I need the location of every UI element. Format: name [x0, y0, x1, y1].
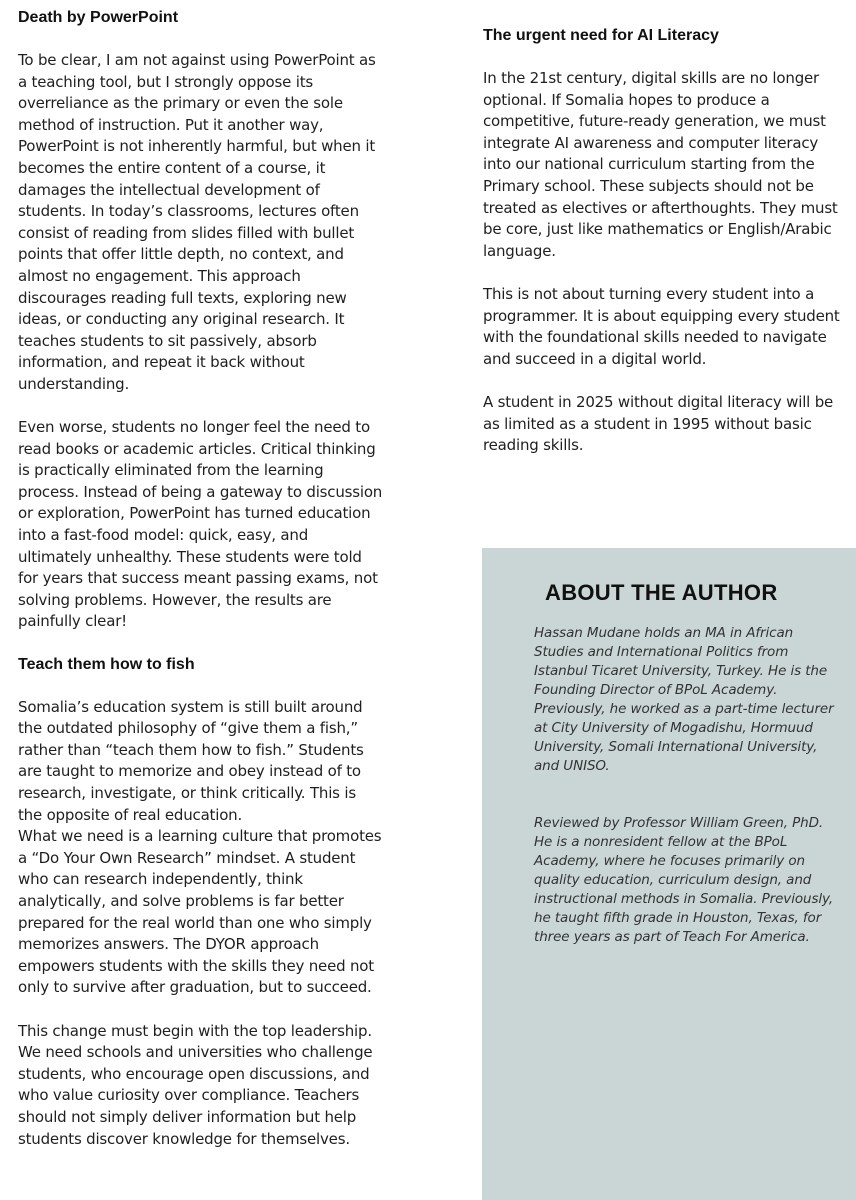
right-column	[483, 26, 848, 478]
about-the-author-box	[482, 548, 856, 1200]
fish-paragraph-1: Somalia’s education system is still built around the outdated philosophy of “give them a fish,” rather than “teach them how to fish.” Students are taught to memorize and obey instead of to research, investigate, or think critically. This is the opposite of real education.	[18, 697, 364, 824]
ai-literacy-heading: The urgent need for AI Literacy	[483, 27, 719, 44]
ai-paragraph-3: A student in 2025 without digital literacy will be as limited as a student in 1995 without basic reading skills.	[483, 392, 834, 455]
death-paragraph-1: To be clear, I am not against using PowerPoint as a teaching tool, but I strongly oppose its overreliance as the primary or even the sole method of instruction. Put it another way, PowerPoint is not inherently harmful, but when it becomes the entire content of a course, it damages the intellectual development of students. In today’s classrooms, lectures often consist of reading from slides filled with bullet points that offer little depth, no context, and almost no engagement. This approach discourages reading full texts, exploring new ideas, or conducting any original research. It teaches students to sit passively, absorb information, and repeat it back without understanding.	[18, 51, 376, 393]
fish-paragraph-2: What we need is a learning culture that promotes a “Do Your Own Research” mindset. A student who can research independently, think analytically, and solve problems is far better prepared for the real world than one who simply memorizes answers. The DYOR approach empowers students with the skills they need not only to survive after graduation, but to succeed.	[18, 827, 382, 997]
about-the-author-title: ABOUT THE AUTHOR	[545, 580, 778, 605]
death-paragraph-2: Even worse, students no longer feel the need to read books or academic articles. Critical thinking is practically eliminated from the learning process. Instead of being a gateway to discussion or exploration, PowerPoint has turned education into a fast-food model: quick, easy, and ultimately unhealthy. These students were told for years that success meant passing exams, not solving problems. However, the results are painfully clear!	[18, 418, 383, 631]
ai-paragraph-2: This is not about turning every student into a programmer. It is about equipping every student with the foundational skills needed to navigate and succeed in a digital world.	[483, 284, 840, 368]
left-column	[18, 8, 383, 1172]
author-bio: Hassan Mudane holds an MA in African Studies and International Politics from Istanbul Ticaret University, Turkey. He is the Founding Director of BPoL Academy. Previously, he worked as a part-time lecturer at City University of Mogadishu, Hormuud University, Somali International University, and UNISO.	[534, 625, 834, 774]
author-review-note: Reviewed by Professor William Green, PhD. He is a nonresident fellow at the BPoL Academy, where he focuses primarily on quality education, curriculum design, and instructional methods in Somalia. Previously, he taught fifth grade in Houston, Texas, for three years as part of Teach For America.	[534, 815, 834, 945]
ai-paragraph-1: In the 21st century, digital skills are no longer optional. If Somalia hopes to produce a competitive, future-ready generation, we must integrate AI awareness and computer literacy into our national curriculum starting from the Primary school. These subjects should not be treated as electives or afterthoughts. They must be core, just like mathematics or English/Arabic language.	[483, 69, 838, 260]
death-by-powerpoint-heading: Death by PowerPoint	[18, 9, 179, 26]
teach-them-how-to-fish-heading: Teach them how to fish	[18, 655, 195, 673]
fish-paragraph-3: This change must begin with the top leadership. We need schools and universities who challenge students, who encourage open discussions, and who value curiosity over compliance. Teachers should not simply deliver information but help students discover knowledge for themselves.	[18, 1021, 373, 1148]
